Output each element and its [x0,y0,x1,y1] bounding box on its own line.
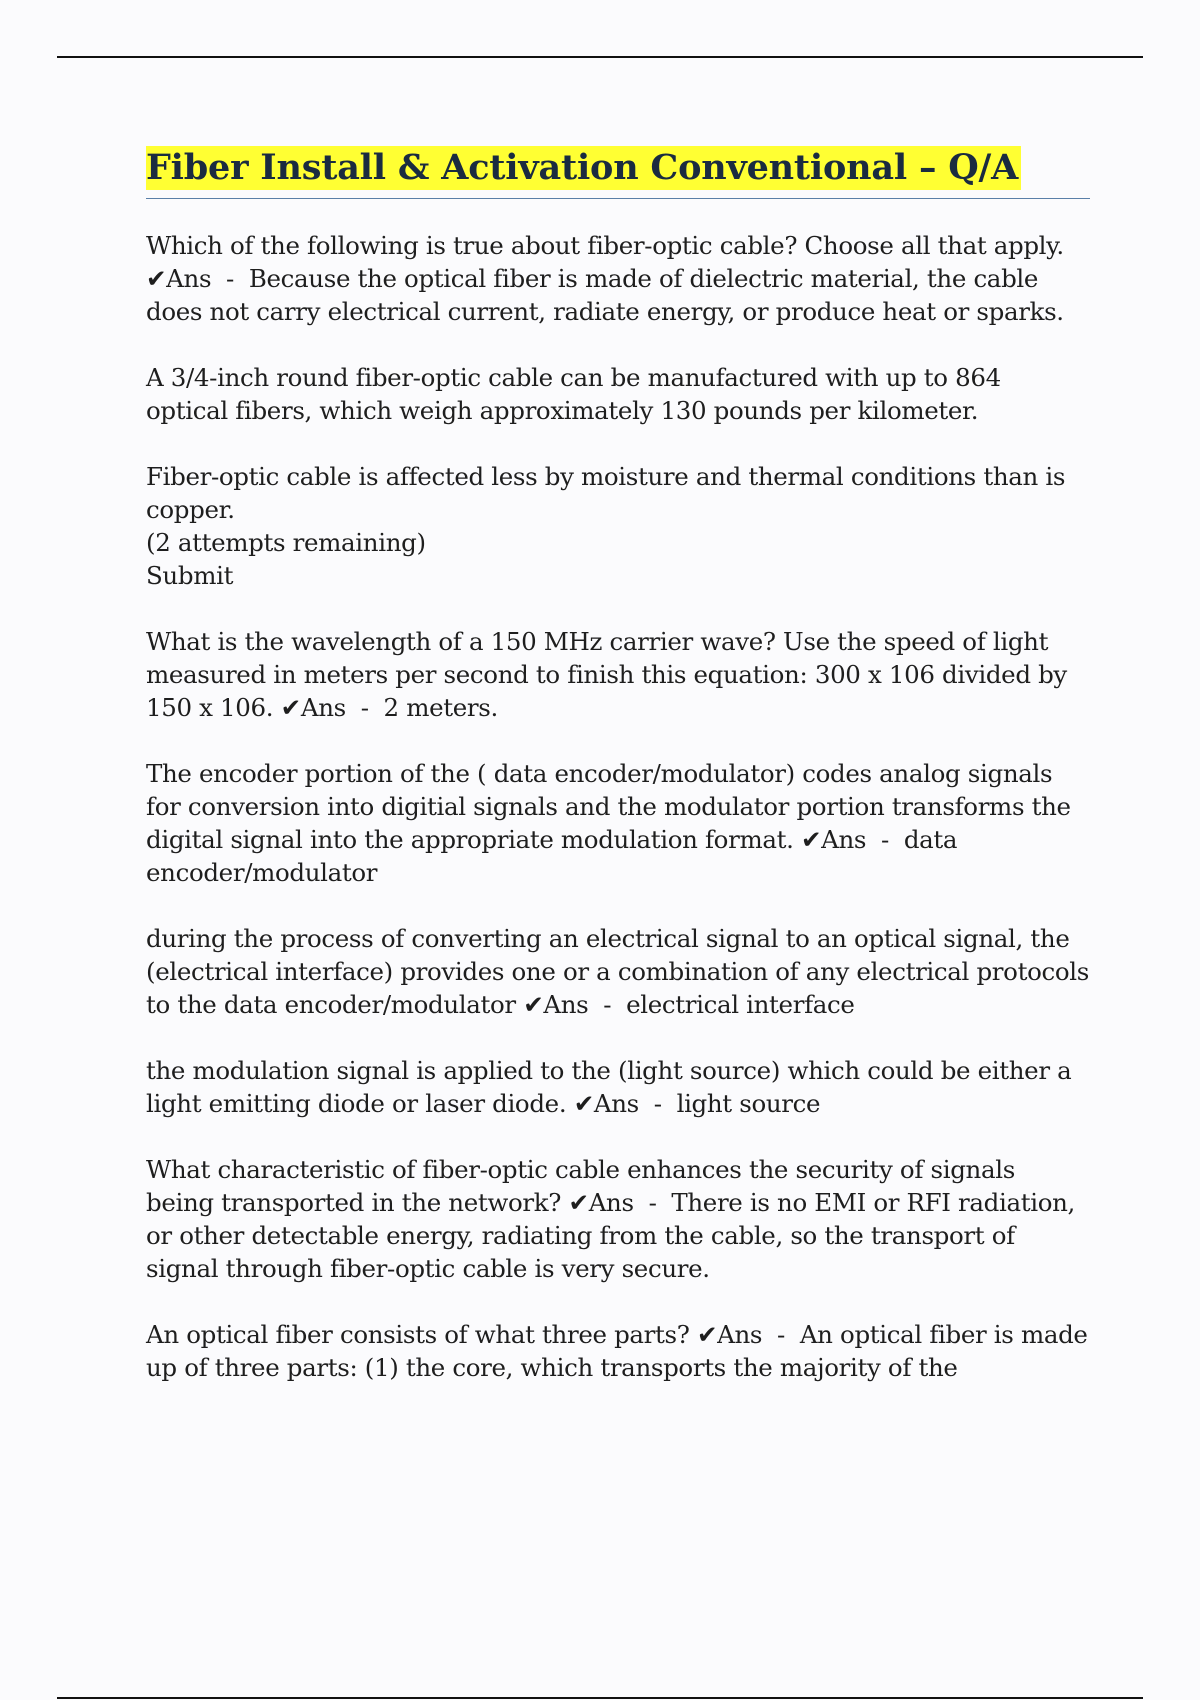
answer-marker: ✔Ans - [696,1320,800,1349]
page-bottom-rule [57,1697,1143,1699]
answer-marker: ✔Ans - [523,990,627,1019]
qa-item-1 [146,229,1090,328]
question-text: Which of the following is true about fiber-optic cable? Choose all that apply. [146,231,1064,260]
qa-item-2 [146,361,1090,427]
answer-marker: ✔Ans - [573,1089,677,1118]
qa-item-6 [146,922,1090,1021]
question-text: the modulation signal is applied to the (light source) which could be either a light emitting diode or laser diode. [146,1056,1072,1118]
qa-item-8 [146,1153,1090,1285]
question-text: during the process of converting an electrical signal to an optical signal, the (electrical interface) provides one or a combination of any electrical protocols to the data encoder/modulator [146,924,1089,1019]
qa-item-7 [146,1054,1090,1120]
document-body [146,146,1090,1417]
answer-text: An optical fiber is made up of three parts: (1) the core, which transports the majority of the [146,1320,1088,1382]
answer-text: electrical interface [626,990,855,1019]
statement-text: A 3/4-inch round fiber-optic cable can be manufactured with up to 864 optical fibers, which weigh approximately 130 pounds per kilometer. [146,363,1001,425]
answer-text: There is no EMI or RFI radiation, or other detectable energy, radiating from the cable, so the transport of signal through fiber-optic cable is very secure. [146,1188,1075,1283]
qa-item-5 [146,757,1090,889]
answer-marker: ✔Ans - [568,1188,672,1217]
question-text: What is the wavelength of a 150 MHz carrier wave? Use the speed of light measured in meters per second to finish this equation: 300 x 106 divided by 150 x 106. [146,627,1067,722]
question-text: What characteristic of fiber-optic cable enhances the security of signals being transported in the network? [146,1155,1015,1217]
submit-label: Submit [146,561,234,590]
answer-marker: ✔Ans - [800,825,904,854]
title-block [146,146,1090,199]
qa-item-9 [146,1318,1090,1384]
document-title: Fiber Install & Activation Conventional – Q/A [146,146,1021,190]
answer-text: light source [676,1089,821,1118]
answer-text: 2 meters. [383,693,498,722]
page-top-rule [57,56,1143,58]
question-text: An optical fiber consists of what three parts? [146,1320,690,1349]
answer-marker: ✔Ans - [280,693,384,722]
question-text: The encoder portion of the ( data encoder/modulator) codes analog signals for conversion into digitial signals and the modulator portion transforms the digital signal into the appropriate modulation format. [146,759,1071,854]
attempts-remaining: (2 attempts remaining) [146,528,426,557]
qa-item-3 [146,460,1090,592]
statement-text: Fiber-optic cable is affected less by moisture and thermal conditions than is copper. [146,462,1066,524]
qa-item-4 [146,625,1090,724]
answer-text: data encoder/modulator [146,825,958,887]
answer-marker: ✔Ans - [146,264,249,293]
answer-text: Because the optical fiber is made of dielectric material, the cable does not carry electrical current, radiate energy, or produce heat or sparks. [146,264,1064,326]
